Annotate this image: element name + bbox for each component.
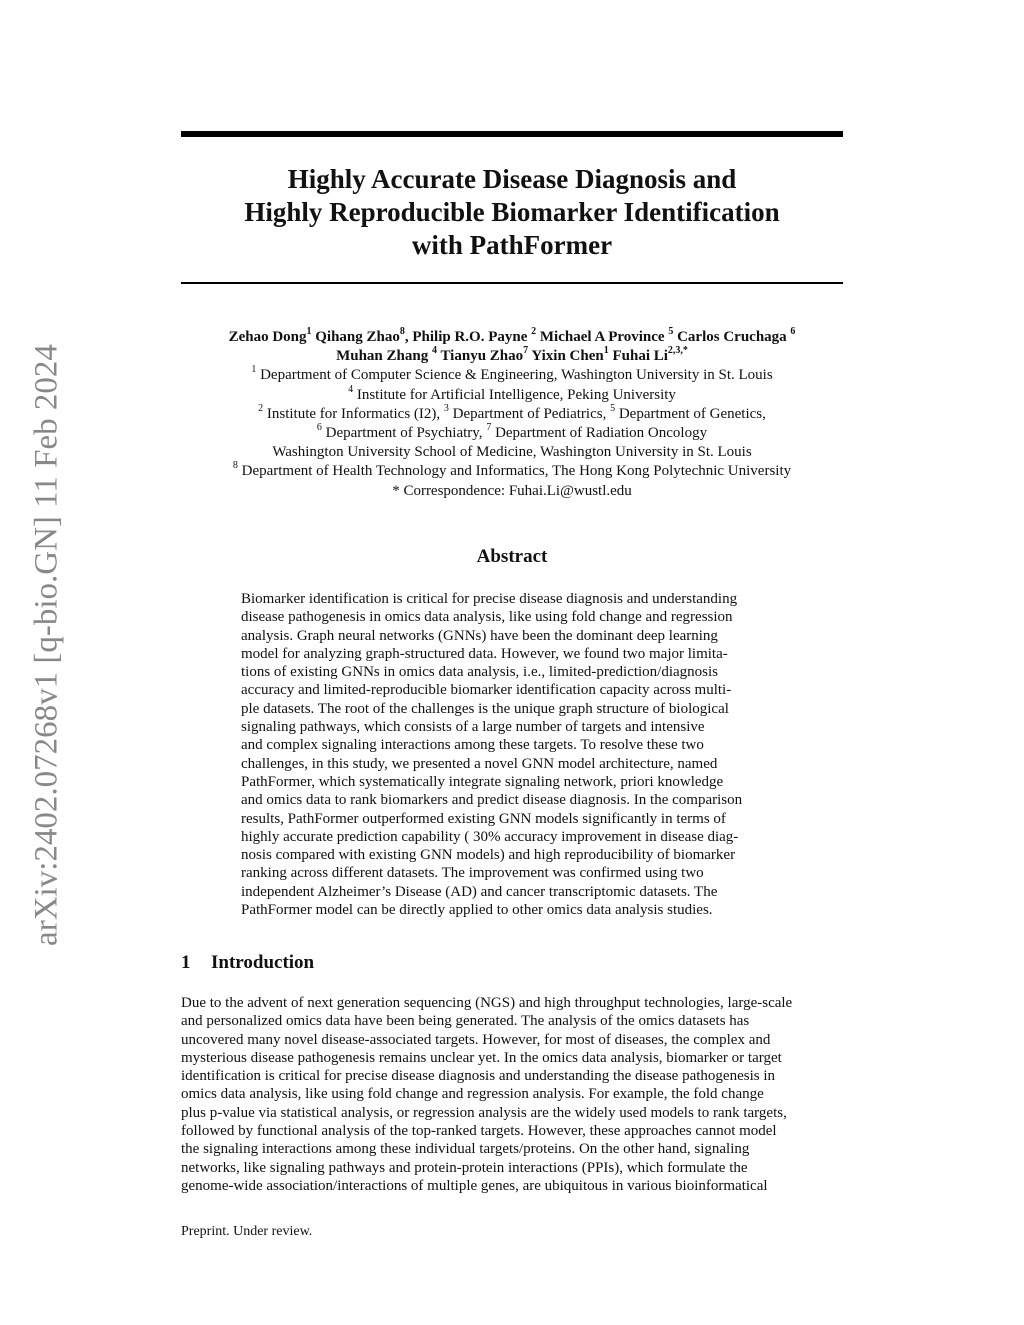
abstract-line: tions of existing GNNs in omics data analysis, i.e., limited-prediction/diagnosis: [241, 664, 719, 681]
abstract-line: accuracy and limited-reproducible biomarker identification capacity across multi-: [241, 682, 732, 699]
affiliation-mark: 3: [443, 402, 449, 414]
affiliation-mark: 6: [316, 422, 322, 434]
affiliation-text: Department of Genetics,: [615, 405, 766, 422]
correspondence-line: [150, 482, 874, 501]
affiliation-line: [150, 383, 874, 405]
abstract-line: disease pathogenesis in omics data analysis, like using fold change and regression: [241, 609, 733, 626]
body-line: the signaling interactions among these individual targets/proteins. On the other hand, signaling: [181, 1141, 750, 1158]
paper-title: [181, 163, 843, 262]
abstract-line: PathFormer model can be directly applied to other omics data analysis studies.: [241, 902, 713, 919]
author-name: Yixin Chen: [528, 348, 604, 365]
abstract-heading: Abstract: [476, 546, 548, 567]
title-line: Highly Reproducible Biomarker Identification: [244, 197, 780, 227]
body-line: Due to the advent of next generation sequencing (NGS) and high throughput technologies, large-scale: [181, 995, 793, 1011]
abstract-line: ranking across different datasets. The improvement was confirmed using two: [241, 865, 704, 882]
abstract-line: results, PathFormer outperformed existing GNN models significantly in terms of: [241, 810, 726, 827]
body-line: uncovered many novel disease-associated targets. However, for most of diseases, the complex and: [181, 1031, 771, 1048]
affiliation-text: Department of Psychiatry,: [321, 425, 487, 442]
affiliation-mark: 7: [486, 422, 492, 434]
section-title: Introduction: [211, 952, 315, 973]
abstract-line: ple datasets. The root of the challenges is the unique graph structure of biological: [241, 700, 729, 717]
body-line: and personalized omics data have been being generated. The analysis of the omics datasets has: [181, 1013, 750, 1030]
abstract-line: Biomarker identification is critical for precise disease diagnosis and understanding: [241, 591, 738, 607]
affiliation-mark: 8: [232, 460, 238, 472]
body-line: networks, like signaling pathways and protein-protein interactions (PPIs), which formulate the: [181, 1159, 748, 1176]
author-line-1: [150, 328, 874, 347]
affiliation-line: [150, 443, 874, 462]
body-line: followed by functional analysis of the top-ranked targets. However, these approaches cannot model: [181, 1123, 777, 1140]
title-line: with PathFormer: [411, 230, 613, 260]
correspondence-text: * Correspondence: Fuhai.Li@wustl.edu: [392, 482, 632, 499]
author-affiliation-mark: 8: [399, 326, 405, 337]
author-affiliation-mark: 1: [306, 326, 312, 337]
title-top-rule: [181, 131, 843, 137]
section-number: 1: [181, 952, 191, 973]
abstract-line: signaling pathways, which consists of a large number of targets and intensive: [241, 719, 705, 736]
affiliation-line: [150, 366, 874, 385]
affiliation-mark: 5: [610, 402, 616, 414]
affiliation-line: [150, 462, 874, 481]
affiliation-text: Department of Health Technology and Informatics, The Hong Kong Polytechnic University: [237, 463, 792, 480]
author-affiliation-mark: 2: [531, 326, 537, 337]
affiliation-text: Institute for Informatics (I2),: [263, 405, 444, 422]
author-name: Michael A Province: [536, 329, 669, 345]
affiliation-text: Department of Computer Science & Engineering, Washington University in St. Louis: [256, 367, 773, 384]
affiliation-text: Institute for Artificial Intelligence, Peking University: [353, 386, 676, 403]
abstract-line: PathFormer, which systematically integrate signaling network, priori knowledge: [241, 773, 724, 790]
affiliation-text: Washington University School of Medicine, Washington University in St. Louis: [272, 444, 752, 461]
affiliation-mark: 1: [251, 364, 257, 376]
author-name: Tianyu Zhao: [436, 348, 524, 365]
body-line: identification is critical for precise disease diagnosis and understanding the disease pathogenesis in: [181, 1068, 775, 1085]
arxiv-identifier: arXiv:2402.07268v1 [q-bio.GN] 11 Feb 2024: [28, 344, 65, 946]
author-name: Zehao Dong: [228, 329, 307, 345]
section-heading-introduction: [181, 952, 314, 974]
introduction-body: [181, 994, 847, 1195]
body-line: genome-wide association/interactions of multiple genes, are ubiquitous in various bioinformatical: [181, 1177, 768, 1194]
author-line-2: [150, 347, 874, 366]
affiliation-text: Department of Pediatrics,: [448, 405, 611, 422]
title-line: Highly Accurate Disease Diagnosis and: [287, 164, 737, 194]
author-affiliation-mark: 4: [431, 345, 437, 357]
author-affiliation-mark: 2,3,*: [667, 345, 688, 357]
body-line: mysterious disease pathogenesis remains unclear yet. In the omics data analysis, biomarker or target: [181, 1049, 782, 1066]
abstract-line: nosis compared with existing GNN models) and high reproducibility of biomarker: [241, 847, 736, 864]
abstract-line: model for analyzing graph-structured data. However, we found two major limita-: [241, 645, 728, 662]
affiliation-mark: 4: [348, 383, 354, 395]
abstract-line: independent Alzheimer’s Disease (AD) and cancer transcriptomic datasets. The: [241, 883, 718, 900]
title-bottom-rule: [181, 282, 843, 284]
abstract-line: challenges, in this study, we presented a novel GNN model architecture, named: [241, 755, 718, 772]
author-affiliation-mark: 1: [603, 345, 609, 357]
body-line: plus p-value via statistical analysis, or regression analysis are the widely used models to rank targets,: [181, 1104, 787, 1121]
author-name: Qihang Zhao: [311, 329, 400, 345]
page-footer: Preprint. Under review.: [181, 1224, 313, 1239]
abstract-line: and omics data to rank biomarkers and predict disease diagnosis. In the comparison: [241, 792, 743, 809]
abstract-line: analysis. Graph neural networks (GNNs) have been the dominant deep learning: [241, 627, 718, 644]
author-affiliation-mark: 7: [523, 345, 529, 357]
author-affiliation-mark: 5: [668, 326, 674, 337]
affiliation-line: [150, 424, 874, 443]
affiliation-text: Department of Radiation Oncology: [491, 425, 708, 442]
abstract-line: and complex signaling interactions among these targets. To resolve these two: [241, 737, 704, 754]
abstract-line: highly accurate prediction capability ( 30% accuracy improvement in disease diag-: [241, 828, 739, 845]
affiliation-line: [150, 402, 874, 424]
author-name: , Philip R.O. Payne: [404, 329, 532, 345]
body-line: omics data analysis, like using fold change and regression analysis. For example, the fold change: [181, 1086, 764, 1103]
author-affiliation-mark: 6: [790, 326, 796, 337]
author-name: Muhan Zhang: [336, 348, 432, 365]
author-name: Carlos Cruchaga: [673, 329, 791, 345]
author-name: Fuhai Li: [608, 348, 668, 365]
affiliation-mark: 2: [258, 402, 264, 414]
abstract-body: [241, 590, 801, 919]
author-block: [150, 328, 874, 501]
